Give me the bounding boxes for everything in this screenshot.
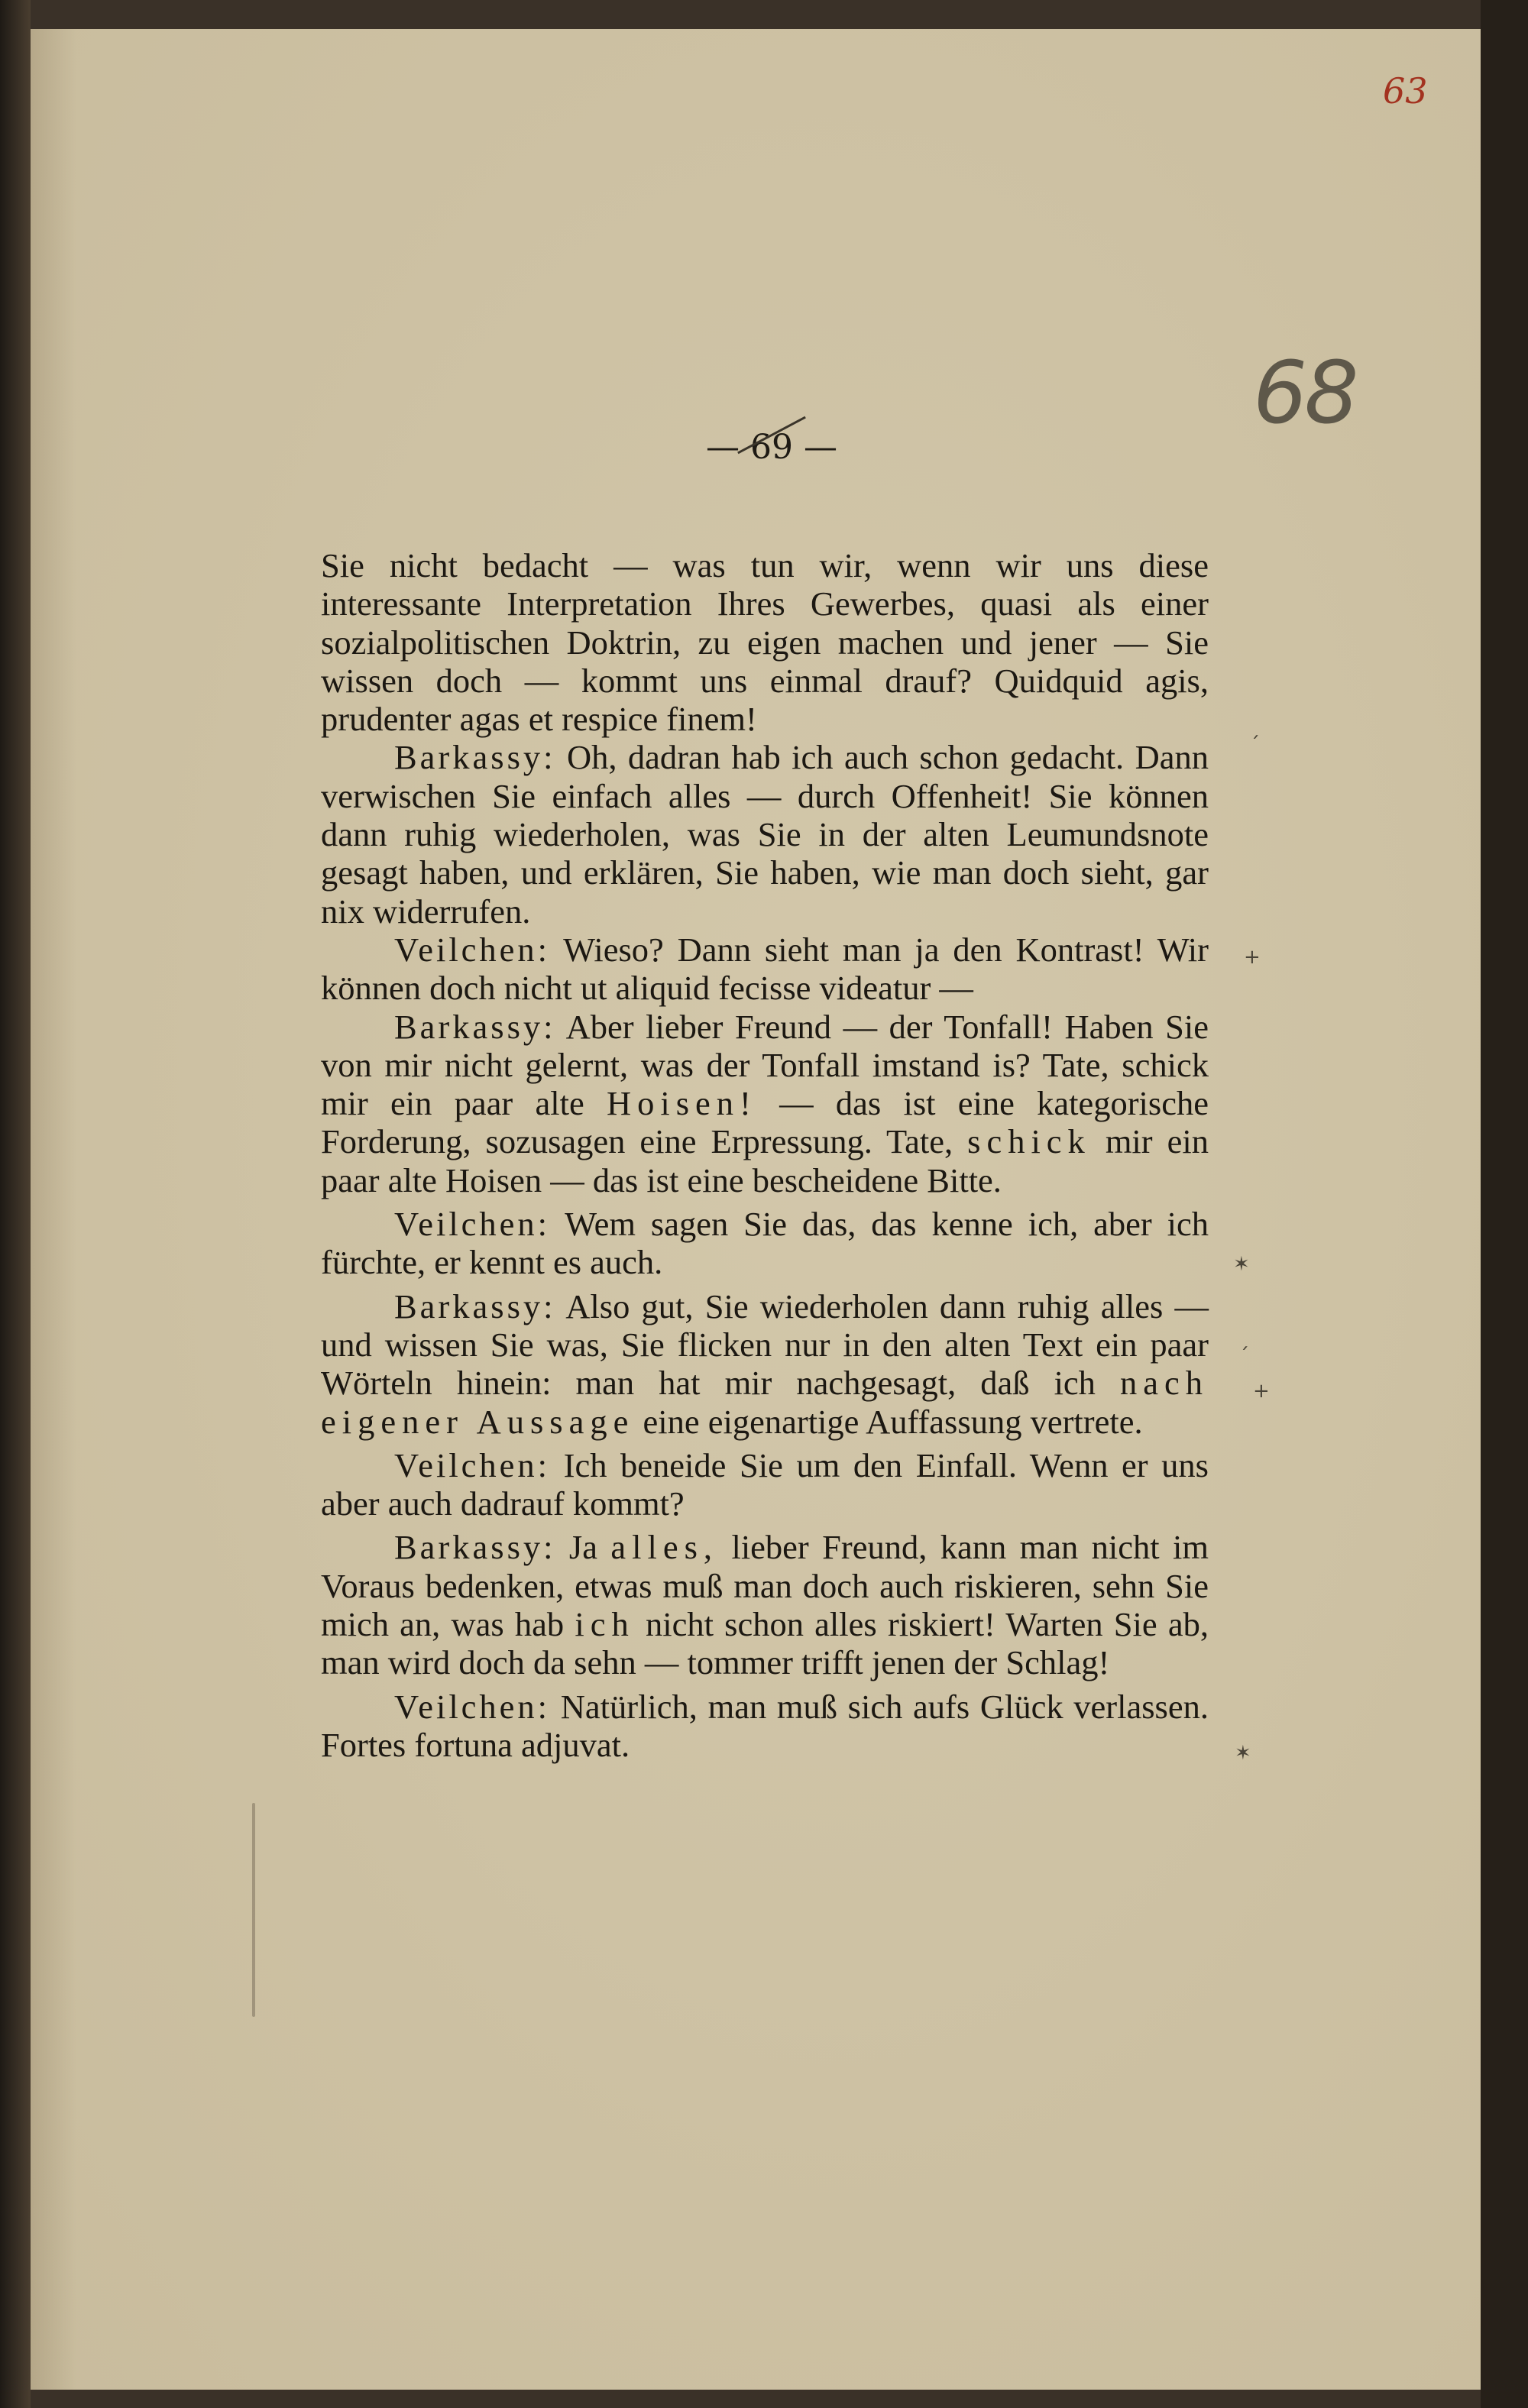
pencil-smudge-line [252, 1803, 255, 2017]
emphasized-text: ich [575, 1605, 635, 1644]
paragraph-text: eine eigenartige Auffassung vertrete. [634, 1402, 1143, 1441]
paragraph-veilchen-1 [321, 931, 1209, 1008]
text-body [321, 546, 1209, 1764]
paragraph-text: Oh, dadran hab ich auch schon gedacht. Dann verwischen Sie einfach alles — durch Offenheit! Sie können dann ruhig wiederholen, was Sie in der alten Leumundsnote gesagt haben, und erklären, Sie haben, wie man doch sieht, gar nix widerrufen. [321, 738, 1209, 931]
book-spine-edge [0, 0, 31, 2408]
speaker-name: Barkassy: [394, 738, 556, 777]
paragraph-text: Wieso? Dann sieht man ja den Kontrast! Wir können doch nicht ut aliquid fecisse videatur — [321, 930, 1209, 1008]
speaker-name: Veilchen: [394, 1445, 551, 1484]
paragraph-text: — das ist eine kategorische Forderung, sozusagen eine Erpressung. Tate, [321, 1084, 1209, 1161]
paragraph-text: Ich beneide Sie um den Einfall. Wenn er uns aber auch dadrauf kommt? [321, 1445, 1209, 1523]
speaker-name: Veilchen: [394, 930, 551, 969]
margin-pencil-mark: ✶ [1235, 1742, 1251, 1765]
margin-pencil-mark: ˏ [1239, 1328, 1249, 1351]
paragraph-barkassy-2 [321, 1008, 1209, 1199]
paragraph-barkassy-3 [321, 1287, 1209, 1441]
paragraph-barkassy-1 [321, 738, 1209, 930]
speaker-name: Veilchen: [394, 1205, 551, 1244]
paragraph-barkassy-4 [321, 1528, 1209, 1681]
paragraph-text: nicht schon alles riskiert! Warten Sie ab, man wird doch da sehn — tommer trifft jenen der Schlag! [321, 1605, 1209, 1682]
speaker-name: Veilchen: [394, 1687, 551, 1726]
margin-pencil-mark: ˏ [1250, 717, 1260, 740]
paragraph-text: Natürlich, man muß sich aufs Glück verlassen. Fortes fortuna adjuvat. [321, 1687, 1209, 1764]
printed-page-number [688, 428, 856, 467]
margin-pencil-mark: + [1253, 1380, 1270, 1403]
paragraph-continuation [321, 546, 1209, 738]
paragraph-veilchen-4 [321, 1688, 1209, 1765]
page-number-text: — 69 — [706, 428, 837, 467]
handwritten-folio-number: 63 [1383, 70, 1428, 112]
paragraph-veilchen-2 [321, 1205, 1209, 1282]
paragraph-text: Ja [555, 1528, 611, 1567]
speaker-name: Barkassy: [394, 1007, 556, 1046]
paragraph-text: Wem sagen Sie das, das kenne ich, aber ich fürchte, er kennt es auch. [321, 1205, 1209, 1282]
emphasized-text: nach eigener Aussage [321, 1364, 1209, 1441]
margin-pencil-mark: ✶ [1233, 1253, 1250, 1276]
paragraph-text: lieber Freund, kann man nicht im Voraus bedenken, etwas muß man doch auch riskieren, sehn Sie mich an, was hab [321, 1528, 1209, 1644]
paragraph-text: mir ein paar alte Hoisen — das ist eine bescheidene Bitte. [321, 1122, 1209, 1199]
emphasized-text: schick [967, 1122, 1091, 1161]
speaker-name: Barkassy: [394, 1287, 556, 1325]
emphasized-text: alles, [610, 1528, 719, 1567]
speaker-name: Barkassy: [394, 1528, 556, 1567]
book-fore-edge [1481, 0, 1528, 2408]
paragraph-text: Aber lieber Freund — der Tonfall! Haben Sie von mir nicht gelernt, was der Tonfall imstand is? Tate, schick mir ein paar alte [321, 1007, 1209, 1123]
margin-pencil-mark: + [1244, 946, 1261, 969]
emphasized-text: Hoisen! [606, 1084, 757, 1123]
paragraph-text: Sie nicht bedacht — was tun wir, wenn wir uns diese interessante Interpretation Ihres Gewerbes, quasi als einer sozialpolitischen Doktrin, zu eigen machen und jener — Sie wissen doch — kommt uns einmal drauf? Quidquid agis, prudenter agas et respice finem! [321, 546, 1209, 739]
pencil-page-number: 68 [1253, 344, 1356, 443]
paragraph-veilchen-3 [321, 1446, 1209, 1523]
paragraph-text: Also gut, Sie wiederholen dann ruhig alles — und wissen Sie was, Sie flicken nur in den alten Text ein paar Wörteln hinein: man hat mir nachgesagt, daß ich [321, 1287, 1209, 1403]
